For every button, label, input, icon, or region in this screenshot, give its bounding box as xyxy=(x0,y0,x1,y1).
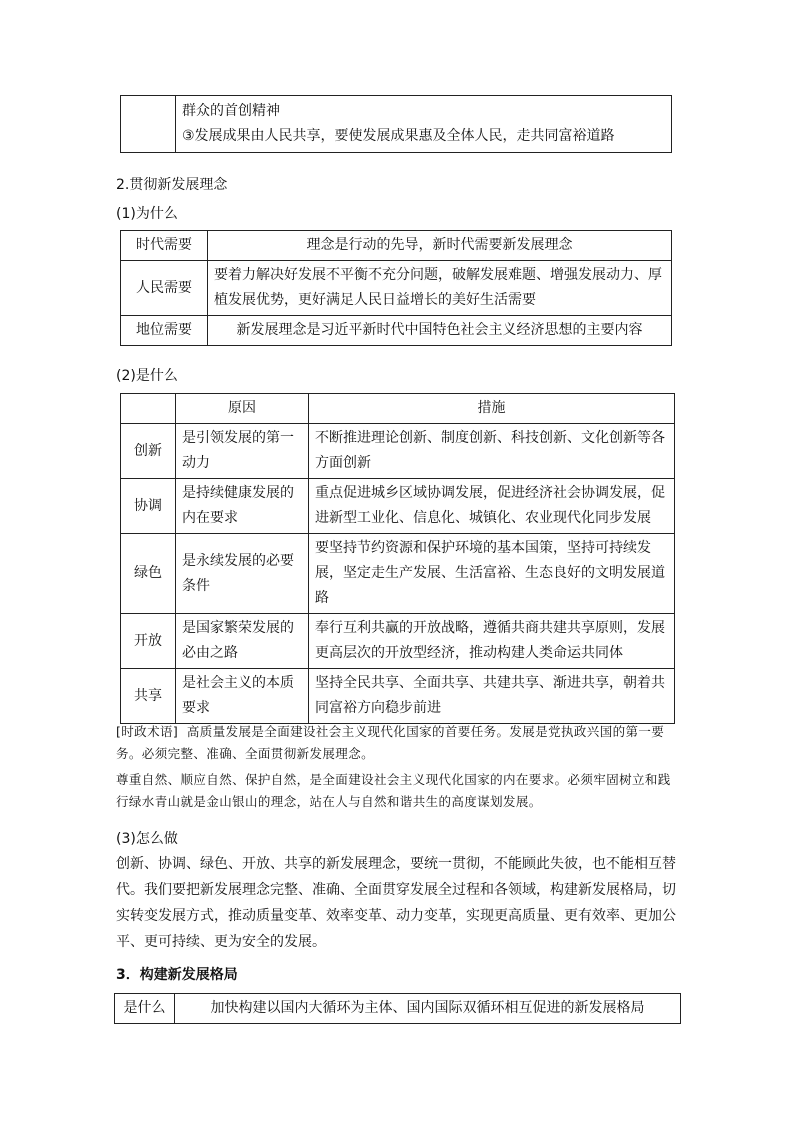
top-continuation-table xyxy=(120,95,672,153)
top-table-line2: ③发展成果由人民共享，要使发展成果惠及全体人民，走共同富裕道路 xyxy=(182,128,615,144)
what-row-label: 开放 xyxy=(121,614,176,669)
table-row xyxy=(121,261,672,316)
section3-table xyxy=(114,993,681,1024)
table-row xyxy=(121,669,675,724)
why-row-label: 时代需要 xyxy=(121,231,208,261)
table-row xyxy=(121,614,675,669)
what-table xyxy=(120,393,675,724)
table-row xyxy=(121,534,675,614)
table-row xyxy=(121,316,672,346)
why-table xyxy=(120,230,672,346)
political-terms-paragraph-1 xyxy=(116,721,678,765)
what-row-measure: 要坚持节约资源和保护环境的基本国策，坚持可持续发展，坚定走生产发展、生活富裕、生态良好的文明发展道路 xyxy=(309,534,675,614)
what-row-reason: 是引领发展的第一动力 xyxy=(176,424,309,479)
section3-heading: 3．构建新发展格局 xyxy=(116,967,238,983)
section3-row-content: 加快构建以国内大循环为主体、国内国际双循环相互促进的新发展格局 xyxy=(175,994,681,1024)
what-row-label: 共享 xyxy=(121,669,176,724)
what-row-measure: 奉行互利共赢的开放战略，遵循共商共建共享原则，发展更高层次的开放型经济，推动构建人类命运共同体 xyxy=(309,614,675,669)
why-heading: (1)为什么 xyxy=(116,206,178,222)
top-table-label-cell xyxy=(121,96,176,153)
table-row xyxy=(115,994,681,1024)
why-row-content: 新发展理念是习近平新时代中国特色社会主义经济思想的主要内容 xyxy=(208,316,672,346)
why-row-label: 地位需要 xyxy=(121,316,208,346)
what-row-measure: 坚持全民共享、全面共享、共建共享、渐进共享，朝着共同富裕方向稳步前进 xyxy=(309,669,675,724)
what-row-label: 绿色 xyxy=(121,534,176,614)
what-header-measure: 措施 xyxy=(309,394,675,424)
political-terms-paragraph-2: 尊重自然、顺应自然、保护自然，是全面建设社会主义现代化国家的内在要求。必须牢固树立和践行绿水青山就是金山银山的理念，站在人与自然和谐共生的高度谋划发展。 xyxy=(116,772,671,809)
why-row-content: 理念是行动的先导，新时代需要新发展理念 xyxy=(208,231,672,261)
table-row xyxy=(121,394,675,424)
why-row-content: 要着力解决好发展不平衡不充分问题，破解发展难题、增强发展动力、厚植发展优势，更好满足人民日益增长的美好生活需要 xyxy=(208,261,672,316)
table-row xyxy=(121,231,672,261)
how-heading: (3)怎么做 xyxy=(116,831,178,847)
what-row-reason: 是社会主义的本质要求 xyxy=(176,669,309,724)
what-header-reason: 原因 xyxy=(176,394,309,424)
section3-row-label: 是什么 xyxy=(115,994,175,1024)
section2-heading: 2.贯彻新发展理念 xyxy=(116,177,228,193)
what-row-label: 协调 xyxy=(121,479,176,534)
what-row-reason: 是永续发展的必要条件 xyxy=(176,534,309,614)
what-row-measure: 不断推进理论创新、制度创新、科技创新、文化创新等各方面创新 xyxy=(309,424,675,479)
why-row-label: 人民需要 xyxy=(121,261,208,316)
what-row-measure: 重点促进城乡区域协调发展，促进经济社会协调发展，促进新型工业化、信息化、城镇化、农业现代化同步发展 xyxy=(309,479,675,534)
how-paragraph: 创新、协调、绿色、开放、共享的新发展理念，要统一贯彻，不能顾此失彼，也不能相互替代。我们要把新发展理念完整、准确、全面贯穿发展全过程和各领域，构建新发展格局，切实转变发展方式，推动质量变革、效率变革、动力变革，实现更高质量、更有效率、更加公平、更可持续、更为安全的发展。 xyxy=(116,856,676,950)
what-row-label: 创新 xyxy=(121,424,176,479)
top-table-line1: 群众的首创精神 xyxy=(182,103,280,119)
top-table-content-cell xyxy=(176,96,672,153)
table-row xyxy=(121,424,675,479)
political-terms-text-1: 高质量发展是全面建设社会主义现代化国家的首要任务。发展是党执政兴国的第一要务。必须完整、准确、全面贯彻新发展理念。 xyxy=(116,724,665,761)
what-heading: (2)是什么 xyxy=(116,368,178,384)
what-row-reason: 是国家繁荣发展的必由之路 xyxy=(176,614,309,669)
political-terms-tag: [时政术语] xyxy=(116,724,179,739)
what-header-empty xyxy=(121,394,176,424)
table-row xyxy=(121,479,675,534)
what-row-reason: 是持续健康发展的内在要求 xyxy=(176,479,309,534)
